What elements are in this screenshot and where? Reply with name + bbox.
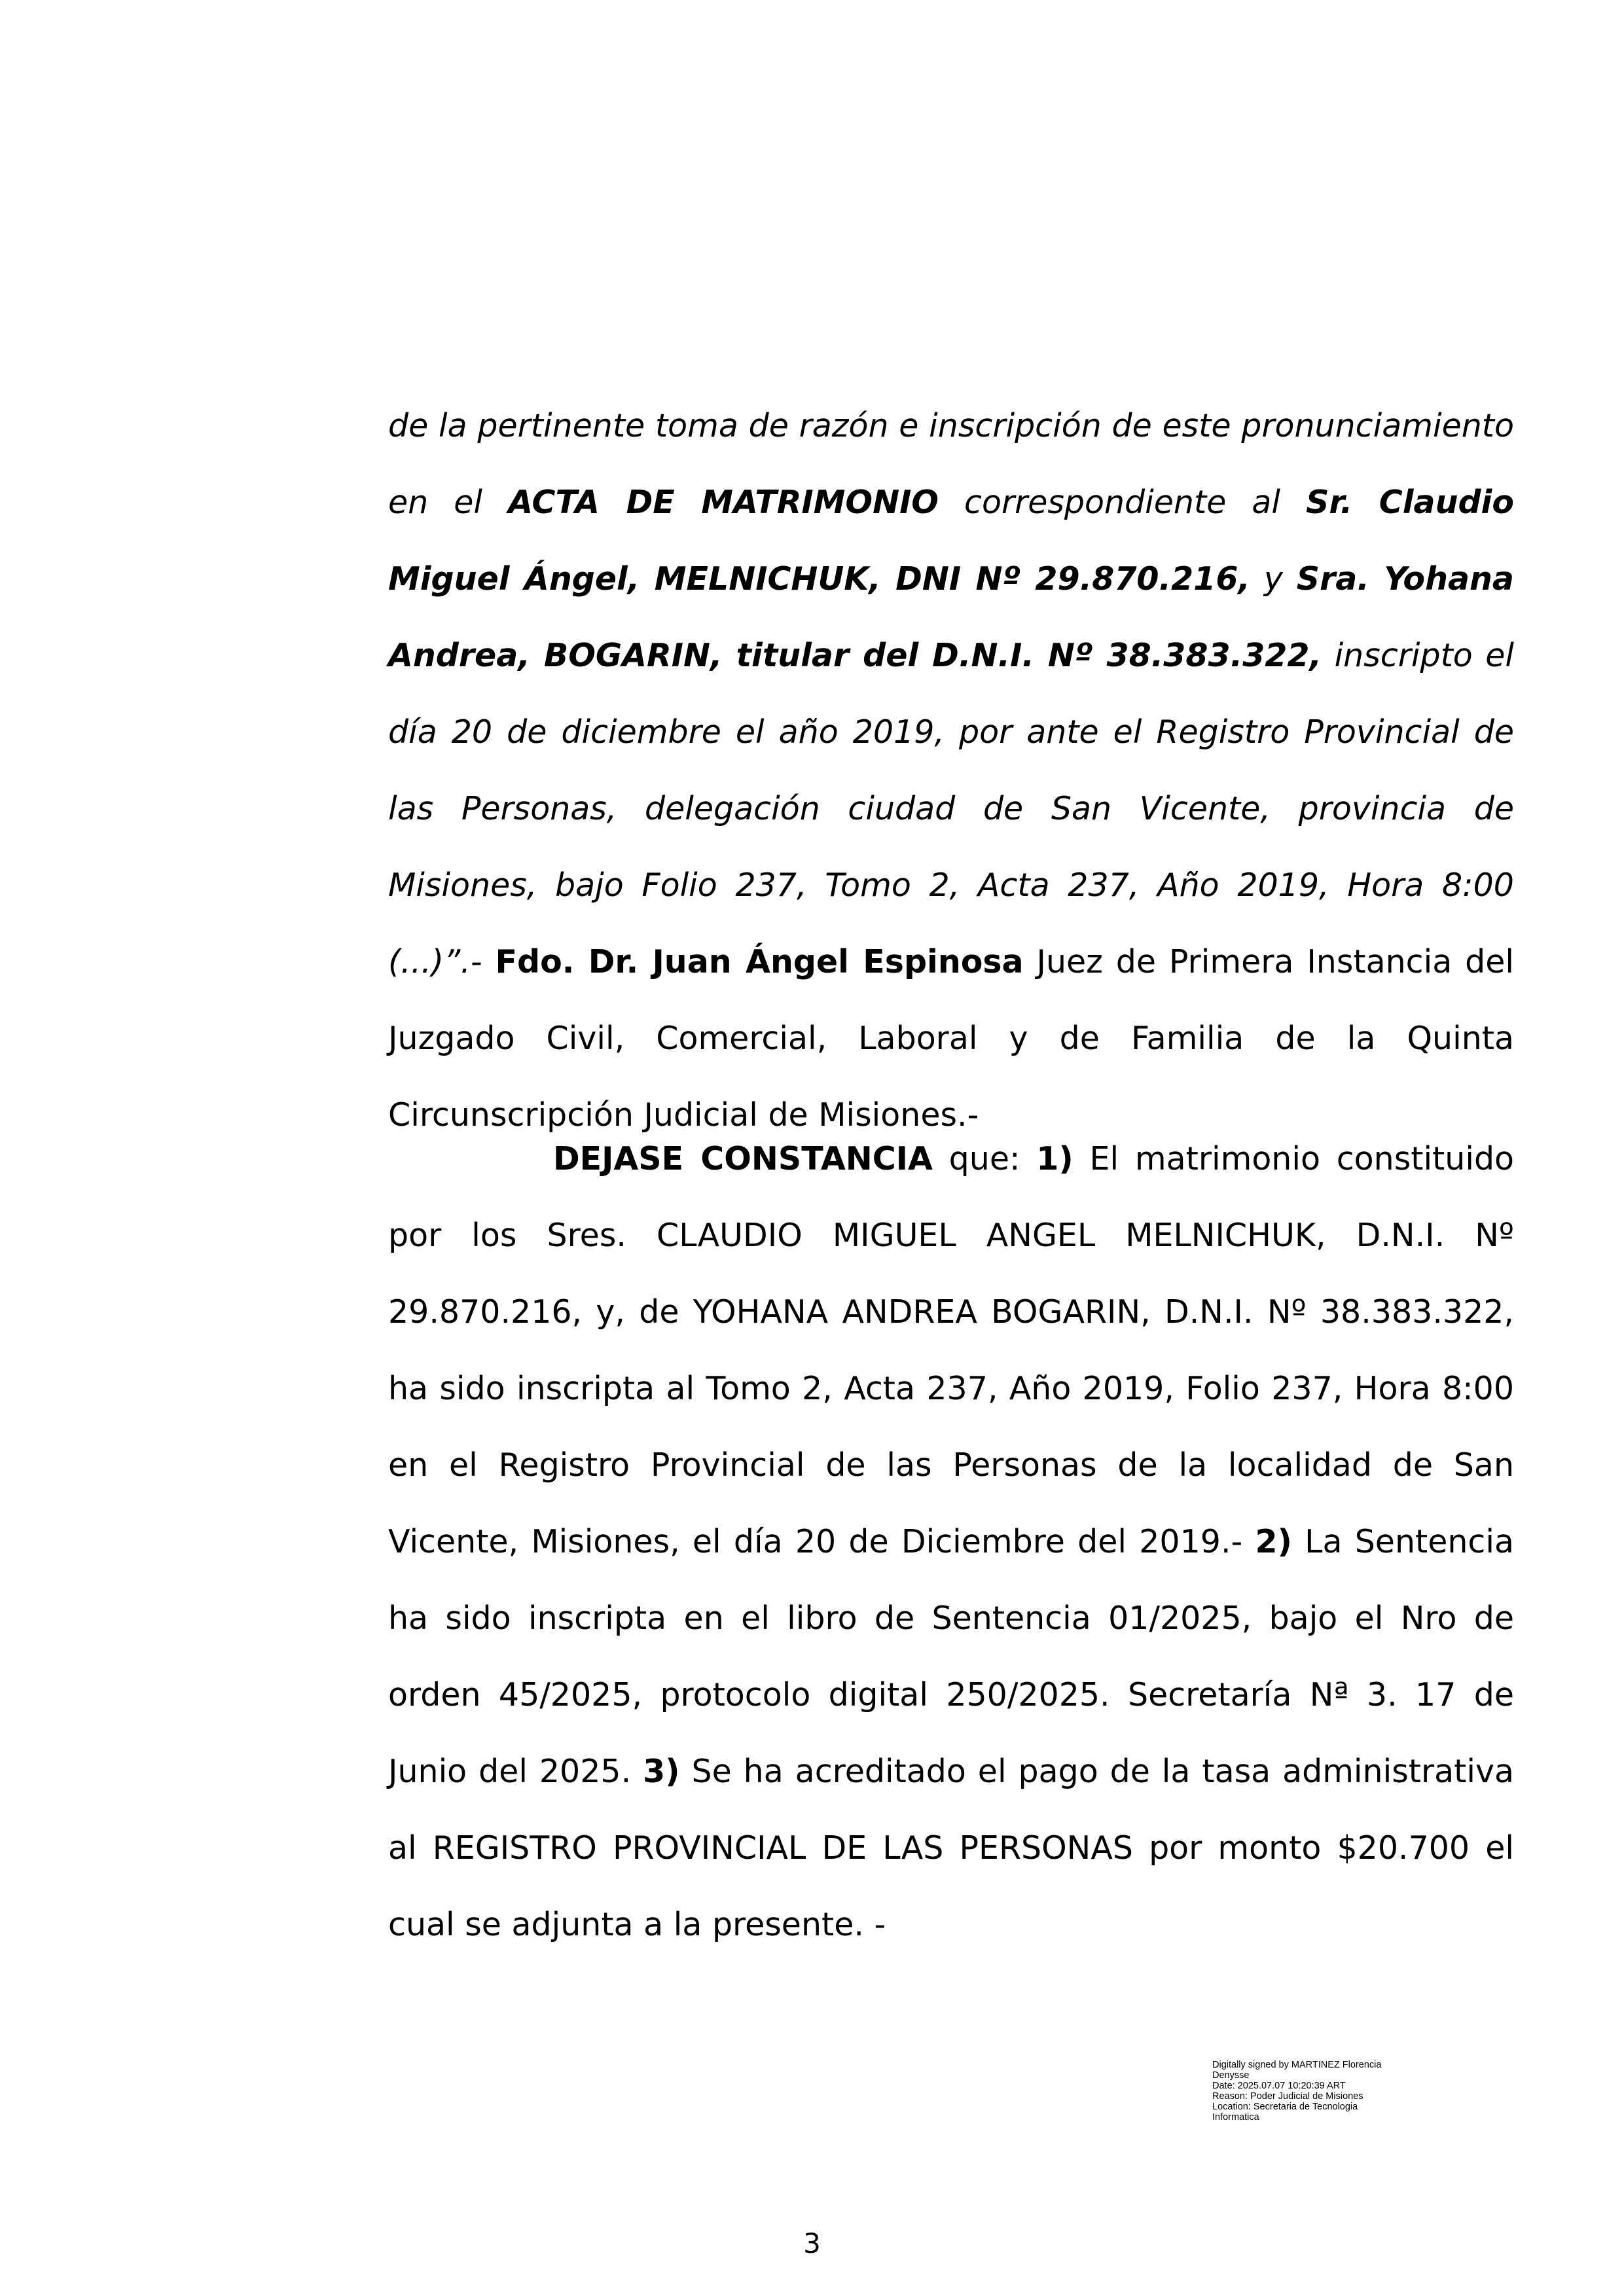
judge-signature: Fdo. Dr. Juan Ángel Espinosa bbox=[495, 943, 1024, 980]
text-segment: Se ha acreditado el pago de la tasa administrativa al REGISTRO PROVINCIAL DE LAS PERSONAS por monto $20.700 el cual se adjunta a la presente. - bbox=[388, 1753, 1514, 1943]
text-segment: que: bbox=[932, 1140, 1037, 1177]
item-number-1: 1) bbox=[1036, 1140, 1074, 1177]
item-number-2: 2) bbox=[1255, 1523, 1292, 1560]
signature-line: Digitally signed by MARTINEZ Florencia bbox=[1212, 2060, 1382, 2070]
text-segment bbox=[482, 943, 496, 980]
text-segment: Juez de Primera Instancia del Juzgado Civil, Comercial, Laboral y de Familia de la Quinta Circunscripción Judicial de Misiones.- bbox=[388, 943, 1515, 1134]
signature-line: Informatica bbox=[1212, 2112, 1259, 2123]
signature-line: Location: Secretaria de Tecnologia bbox=[1212, 2102, 1358, 2112]
item-number-3: 3) bbox=[643, 1753, 680, 1790]
digital-signature-block bbox=[1212, 2060, 1435, 2123]
page-number: 3 bbox=[803, 2227, 821, 2259]
signature-line: Reason: Poder Judicial de Misiones bbox=[1212, 2091, 1363, 2102]
text-segment: y bbox=[1250, 560, 1297, 598]
husband-identity: Sr. Claudio Miguel Ángel, MELNICHUK, DNI Nº 29.870.216, bbox=[388, 484, 1514, 598]
signature-line: Denysse bbox=[1212, 2070, 1250, 2081]
act-title: ACTA DE MATRIMONIO bbox=[508, 484, 939, 521]
signature-line: Date: 2025.07.07 10:20:39 ART bbox=[1212, 2081, 1346, 2091]
text-segment: correspondiente al bbox=[938, 484, 1307, 521]
paragraph-inscription-order bbox=[388, 387, 1514, 1153]
constancia-heading: DEJASE CONSTANCIA bbox=[553, 1140, 933, 1177]
text-segment: inscripto el día 20 de diciembre el año 2019, por ante el Registro Provincial de las Personas, delegación ciudad de San Vicente, provincia de Misiones, bajo Folio 237, Tomo 2, Acta 237, Año 2019, Hora 8:00 (...)”.- bbox=[388, 637, 1514, 980]
wife-identity: Sra. Yohana Andrea, BOGARIN, titular del D.N.I. Nº 38.383.322, bbox=[388, 560, 1514, 674]
text-segment: El matrimonio constituido por los Sres. CLAUDIO MIGUEL ANGEL MELNICHUK, D.N.I. Nº 29.870.216, y, de YOHANA ANDREA BOGARIN, D.N.I. Nº 38.383.322, ha sido inscripta al Tomo 2, Acta 237, Año 2019, Folio 237, Hora 8:00 en el Registro Provincial de las Personas de la localidad de San Vicente, Misiones, el día 20 de Diciembre del 2019.- bbox=[388, 1140, 1515, 1560]
paragraph-constancia bbox=[388, 1121, 1514, 1963]
text-segment: de la pertinente toma de razón e inscripción de este pronunciamiento en el bbox=[388, 407, 1514, 521]
text-segment: La Sentencia ha sido inscripta en el libro de Sentencia 01/2025, bajo el Nro de orden 45/2025, protocolo digital 250/2025. Secretaría Nª 3. 17 de Junio del 2025. bbox=[388, 1523, 1514, 1790]
